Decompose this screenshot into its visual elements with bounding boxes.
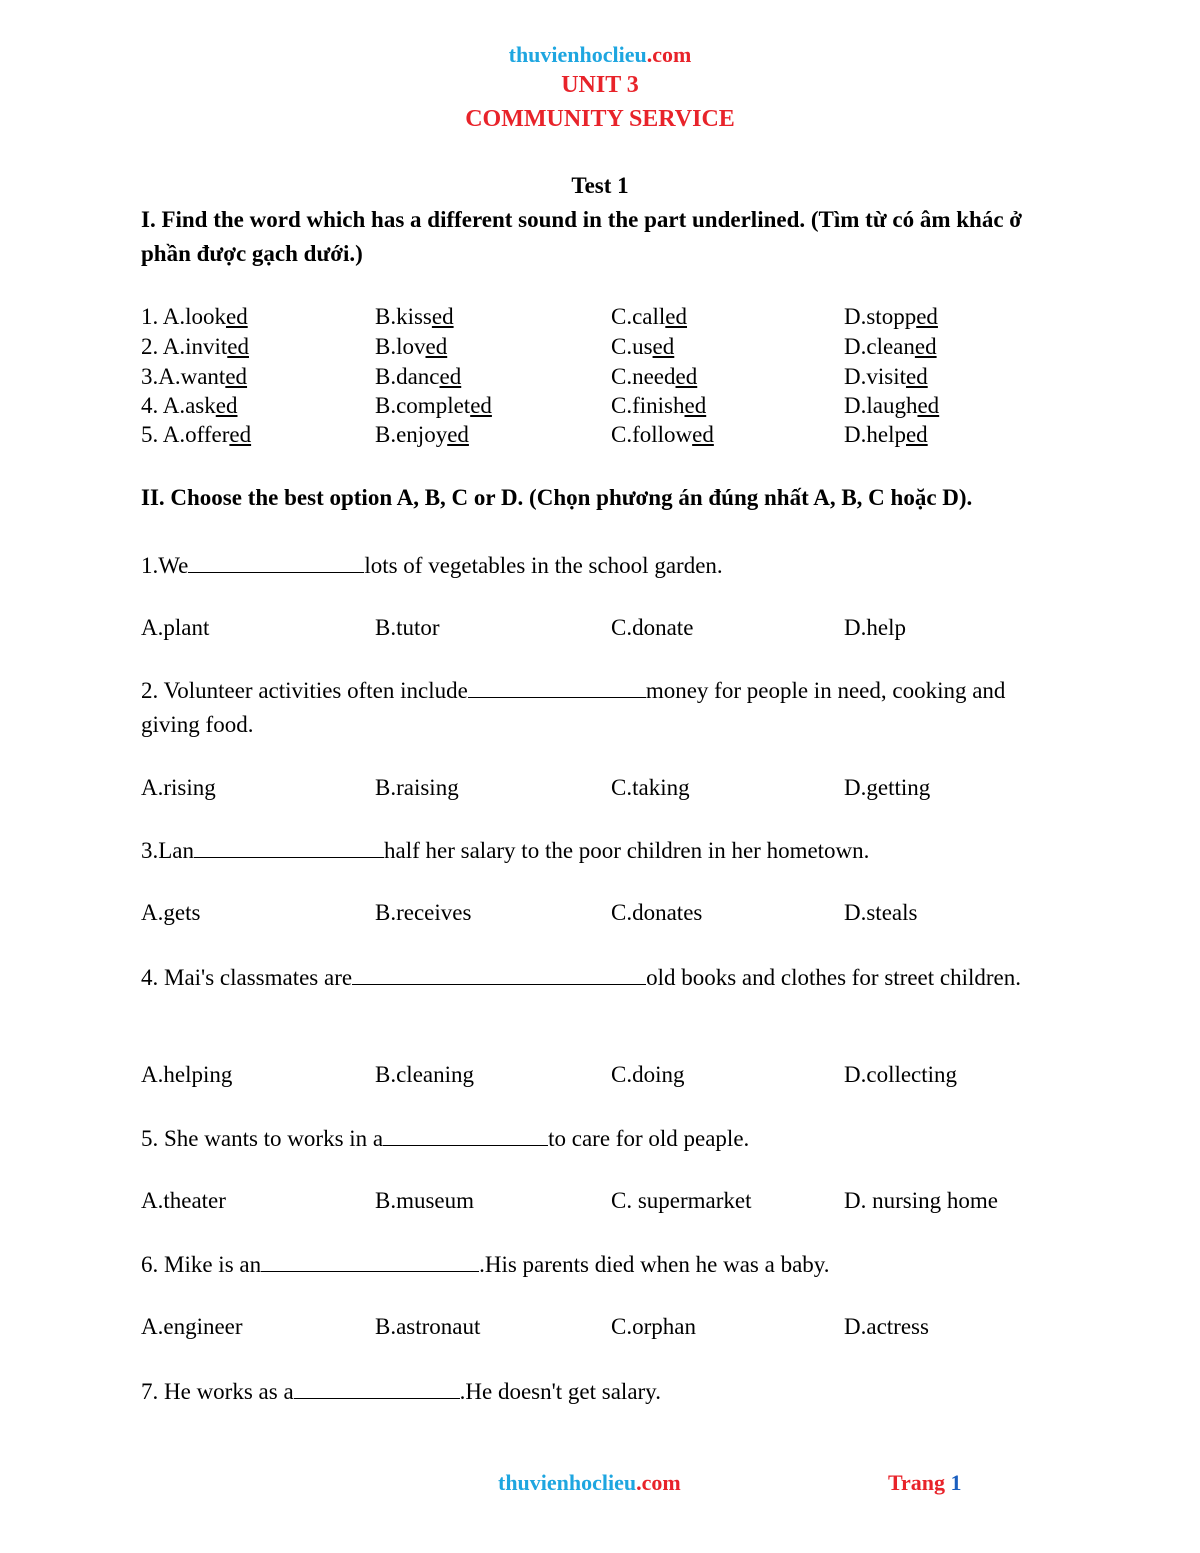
option (141, 362, 247, 392)
answer-option: A.theater (141, 1188, 226, 1213)
option-text: C.us (611, 334, 653, 359)
option-text: C.follow (611, 422, 693, 447)
site-header (0, 42, 1200, 68)
question-stem (141, 549, 1046, 583)
option-underlined: ed (425, 334, 448, 359)
answer-option: A.rising (141, 775, 216, 800)
question-after: half her salary to the poor children in her hometown. (384, 838, 870, 863)
question-before: 6. Mike is an (141, 1252, 262, 1277)
footer-site-name: thuvienhoclieu (498, 1470, 637, 1495)
option-underlined: ed (229, 422, 252, 447)
answer-option: C.donate (611, 615, 694, 640)
option-underlined: ed (665, 304, 688, 329)
answer-option: D.help (844, 615, 906, 640)
option-underlined: ed (684, 393, 707, 418)
option-underlined: ed (692, 422, 714, 447)
option-text: D.clean (844, 334, 915, 359)
site-name: thuvienhoclieu (508, 42, 647, 67)
option-underlined: ed (914, 334, 937, 359)
option-underlined: ed (905, 422, 928, 447)
option (375, 332, 447, 362)
answer-option: D.actress (844, 1314, 929, 1339)
option (611, 362, 697, 392)
option (611, 420, 714, 450)
unit-label: UNIT 3 (561, 72, 639, 98)
option-underlined: ed (447, 422, 469, 447)
option (375, 391, 492, 421)
option-underlined: ed (916, 304, 938, 329)
option (141, 420, 251, 450)
answer-blank (188, 550, 364, 573)
question-before: 1.We (141, 553, 189, 578)
page-label: Trang (888, 1470, 951, 1495)
option (141, 332, 249, 362)
answer-option: C.taking (611, 775, 690, 800)
option-underlined: ed (917, 393, 940, 418)
option (844, 302, 938, 332)
answer-option: C.orphan (611, 1314, 696, 1339)
footer-site (498, 1470, 681, 1496)
answer-option: D.collecting (844, 1062, 958, 1087)
question-stem (141, 1248, 1046, 1282)
option-underlined: ed (652, 334, 675, 359)
answer-blank (468, 675, 646, 698)
answer-blank (194, 835, 384, 858)
answer-option: B.raising (375, 775, 459, 800)
option (611, 302, 687, 332)
option-text: C.finish (611, 393, 685, 418)
section1-instruction: I. Find the word which has a different sound in the part underlined. (Tìm từ có âm khác ở phần được gạch dưới.) (141, 207, 1023, 266)
question-stem (141, 1375, 1046, 1409)
question-after: money for people in need, cooking and giving food. (141, 678, 1006, 737)
option-text: A.want (158, 364, 226, 389)
option (611, 391, 706, 421)
site-domain: .com (646, 42, 692, 67)
option-text: C.need (611, 364, 676, 389)
answer-option: A.plant (141, 615, 210, 640)
option (141, 302, 248, 332)
answer-blank (352, 962, 646, 985)
unit-title: COMMUNITY SERVICE (465, 106, 735, 132)
question-before: 7. He works as a (141, 1379, 294, 1404)
answer-option: C.doing (611, 1062, 685, 1087)
question-number: 5. (141, 422, 163, 447)
answer-option: B.receives (375, 900, 472, 925)
answer-blank (383, 1123, 548, 1146)
option (611, 332, 674, 362)
answer-option: B.astronaut (375, 1314, 481, 1339)
question-stem (141, 674, 1046, 742)
question-before: 5. She wants to works in a (141, 1126, 384, 1151)
option-text: B.complet (375, 393, 471, 418)
answer-option: C.donates (611, 900, 703, 925)
question-before: 2. Volunteer activities often include (141, 678, 468, 703)
answer-option: B.museum (375, 1188, 475, 1213)
option-underlined: ed (431, 304, 454, 329)
question-before: 4. Mai's classmates are (141, 965, 353, 990)
answer-option: A.gets (141, 900, 201, 925)
question-number: 2. (141, 334, 163, 359)
option-text: D.help (844, 422, 906, 447)
question-number: 4. (141, 393, 163, 418)
footer-site-domain: .com (636, 1470, 681, 1495)
option-underlined: ed (225, 304, 248, 329)
question-before: 3.Lan (141, 838, 195, 863)
option-text: A.offer (162, 422, 230, 447)
question-stem (141, 1122, 1046, 1156)
answer-option: B.tutor (375, 615, 440, 640)
option-underlined: ed (905, 364, 928, 389)
question-number: 3. (141, 364, 159, 389)
answer-option: A.helping (141, 1062, 233, 1087)
question-after: lots of vegetables in the school garden. (364, 553, 723, 578)
answer-option: C. supermarket (611, 1188, 752, 1213)
question-after: to care for old peaple. (548, 1126, 750, 1151)
option-underlined: ed (227, 334, 249, 359)
option (844, 362, 928, 392)
answer-option: B.cleaning (375, 1062, 474, 1087)
option (844, 391, 939, 421)
option-underlined: ed (225, 364, 248, 389)
option-underlined: ed (675, 364, 698, 389)
option-text: D.laugh (844, 393, 918, 418)
option-underlined: ed (439, 364, 462, 389)
page-number (888, 1470, 962, 1496)
option-text: B.lov (375, 334, 426, 359)
option (375, 362, 461, 392)
question-stem (141, 834, 1046, 868)
page-num: 1 (950, 1470, 962, 1495)
answer-option: D.getting (844, 775, 931, 800)
option-text: B.kiss (375, 304, 432, 329)
section2-instruction: II. Choose the best option A, B, C or D. (Chọn phương án đúng nhất A, B, C hoặc D). (141, 485, 973, 510)
option-text: A.invit (162, 334, 228, 359)
question-after: .He doesn't get salary. (459, 1379, 661, 1404)
option (375, 420, 469, 450)
question-after: old books and clothes for street children. (646, 965, 1022, 990)
question-after: .His parents died when he was a baby. (479, 1252, 830, 1277)
option-text: C.call (611, 304, 666, 329)
option (375, 302, 454, 332)
question-stem (141, 961, 1046, 995)
option (141, 391, 237, 421)
answer-blank (294, 1376, 460, 1399)
test-title: Test 1 (571, 173, 629, 198)
answer-blank (261, 1249, 479, 1272)
answer-option: D.steals (844, 900, 918, 925)
answer-option: A.engineer (141, 1314, 243, 1339)
option-text: B.danc (375, 364, 440, 389)
option-underlined: ed (215, 393, 238, 418)
option-text: A.look (162, 304, 226, 329)
question-number: 1. (141, 304, 163, 329)
option-text: D.visit (844, 364, 906, 389)
option-text: B.enjoy (375, 422, 448, 447)
option (844, 332, 937, 362)
answer-option: D. nursing home (844, 1188, 998, 1213)
option-underlined: ed (470, 393, 492, 418)
option-text: A.ask (162, 393, 216, 418)
option (844, 420, 928, 450)
option-text: D.stopp (844, 304, 917, 329)
